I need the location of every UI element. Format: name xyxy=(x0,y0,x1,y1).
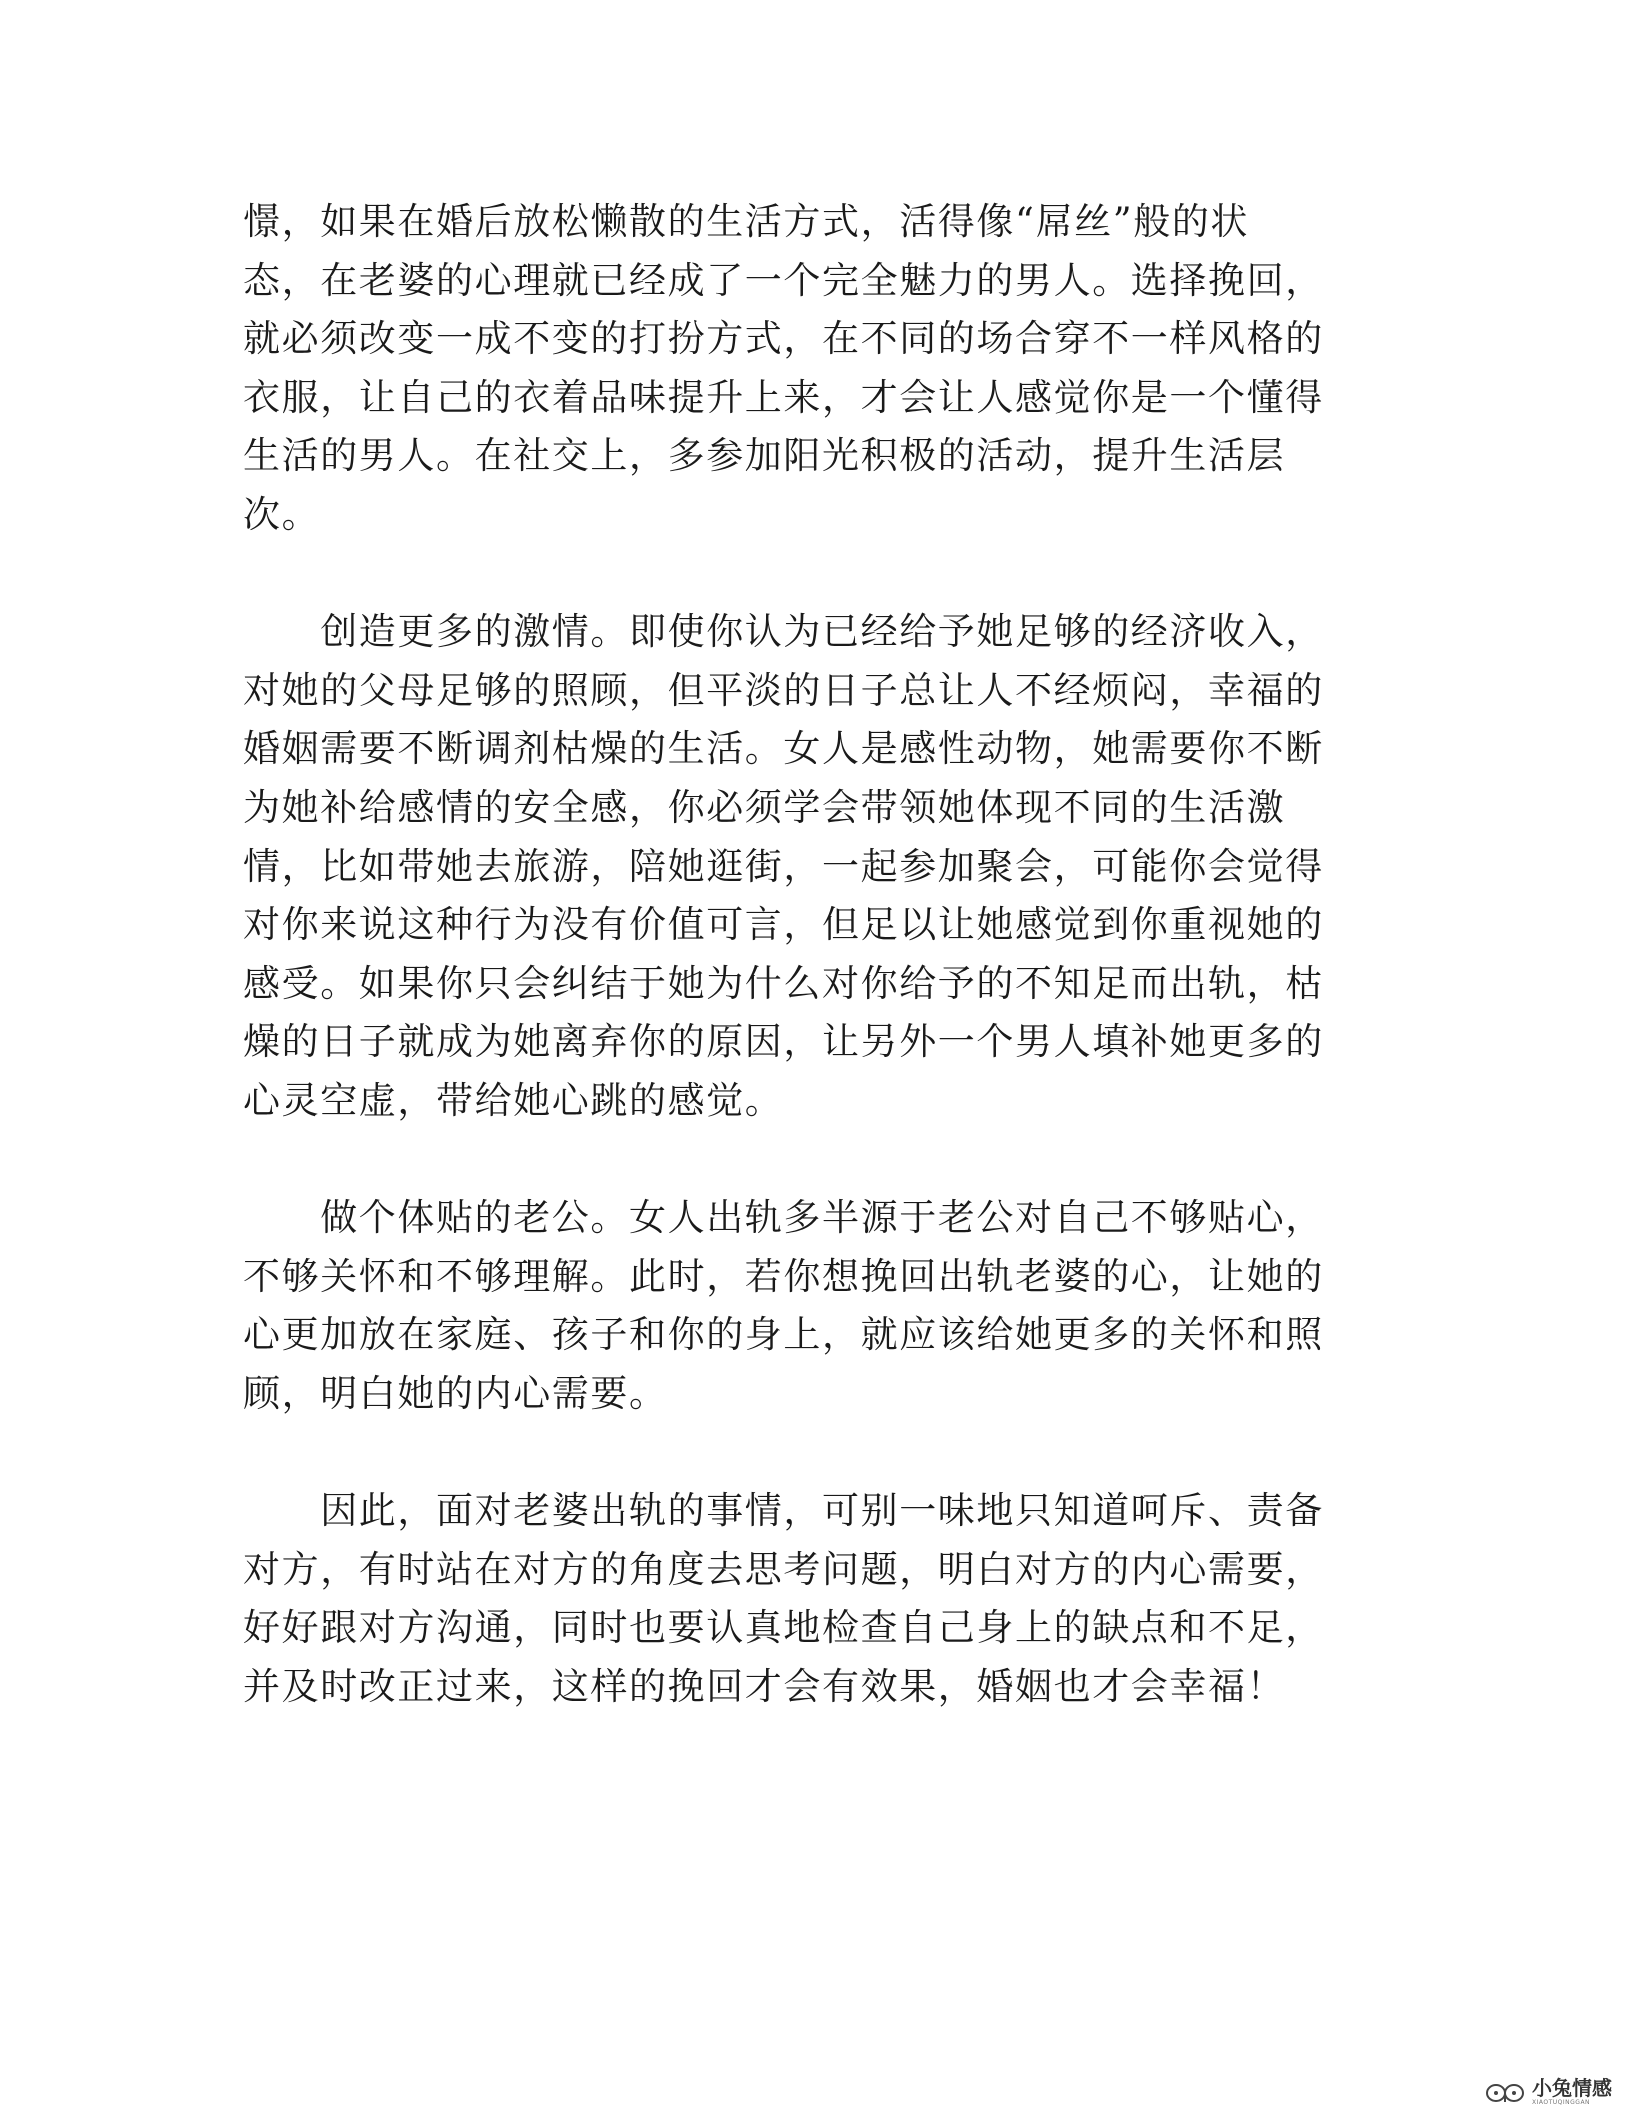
text-line: 婚姻需要不断调剂枯燥的生活。女人是感性动物，她需要你不断 xyxy=(243,727,1324,771)
site-watermark xyxy=(1484,2078,1612,2106)
paragraph-spacer xyxy=(243,1131,1363,1190)
text-line: 感受。如果你只会纠结于她为什么对你给予的不知足而出轨，枯 xyxy=(243,961,1324,1005)
text-line: 不够关怀和不够理解。此时，若你想挽回出轨老婆的心，让她的 xyxy=(243,1254,1324,1298)
text-line: 对你来说这种行为没有价值可言，但足以让她感觉到你重视她的 xyxy=(243,903,1324,947)
text-line: 衣服，让自己的衣着品味提升上来，才会让人感觉你是一个懂得 xyxy=(243,375,1324,419)
watermark-text xyxy=(1532,2078,1612,2106)
text-line: 次。 xyxy=(243,492,321,536)
text-line: 并及时改正过来，这样的挽回才会有效果，婚姻也才会幸福！ xyxy=(243,1664,1286,1708)
paragraph-spacer xyxy=(243,545,1363,604)
text-line: 做个体贴的老公。女人出轨多半源于老公对自己不够贴心， xyxy=(243,1196,1324,1240)
text-line: 为她补给感情的安全感，你必须学会带领她体现不同的生活激 xyxy=(243,785,1286,829)
paragraph xyxy=(243,603,1363,1130)
text-line: 憬，如果在婚后放松懒散的生活方式，活得像“屌丝”般的状 xyxy=(243,200,1250,243)
paragraph-spacer xyxy=(243,1423,1363,1482)
text-line: 就必须改变一成不变的打扮方式，在不同的场合穿不一样风格的 xyxy=(243,317,1324,361)
article-body xyxy=(243,193,1363,1716)
paragraph xyxy=(243,193,1363,545)
watermark-name: 小兔情感 xyxy=(1532,2076,1612,2100)
text-line: 好好跟对方沟通，同时也要认真地检查自己身上的缺点和不足， xyxy=(243,1606,1324,1650)
text-line: 对方，有时站在对方的角度去思考问题，明白对方的内心需要， xyxy=(243,1547,1324,1591)
rabbit-logo-icon xyxy=(1484,2078,1526,2106)
text-line: 创造更多的激情。即使你认为已经给予她足够的经济收入， xyxy=(243,610,1324,654)
text-line: 情，比如带她去旅游，陪她逛街，一起参加聚会，可能你会觉得 xyxy=(243,844,1324,888)
text-line: 顾，明白她的内心需要。 xyxy=(243,1371,668,1415)
watermark-subtitle: XIAOTUQINGGAN xyxy=(1532,2099,1591,2106)
text-line: 对她的父母足够的照顾，但平淡的日子总让人不经烦闷，幸福的 xyxy=(243,668,1324,712)
text-line: 心更加放在家庭、孩子和你的身上，就应该给她更多的关怀和照 xyxy=(243,1313,1324,1357)
text-line: 态，在老婆的心理就已经成了一个完全魅力的男人。选择挽回， xyxy=(243,258,1324,302)
text-line: 燥的日子就成为她离弃你的原因，让另外一个男人填补她更多的 xyxy=(243,1020,1324,1064)
paragraph xyxy=(243,1189,1363,1423)
text-line: 生活的男人。在社交上，多参加阳光积极的活动，提升生活层 xyxy=(243,434,1286,478)
text-line: 心灵空虚，带给她心跳的感觉。 xyxy=(243,1078,784,1122)
paragraph xyxy=(243,1482,1363,1716)
text-line: 因此，面对老婆出轨的事情，可别一味地只知道呵斥、责备 xyxy=(243,1489,1324,1533)
